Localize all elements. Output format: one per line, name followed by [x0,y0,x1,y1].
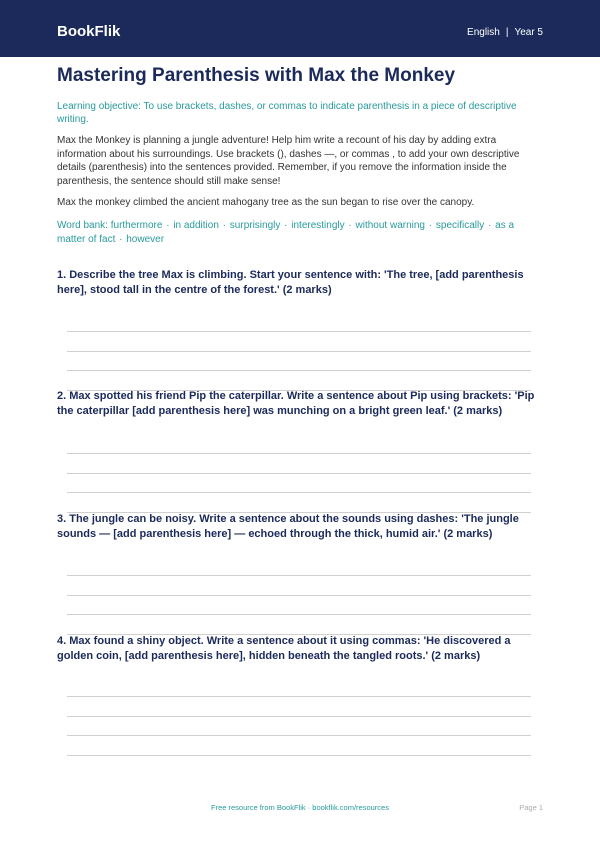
answer-line[interactable] [67,755,531,756]
word-separator: · [485,220,495,231]
word-bank-item: specifically [435,220,485,231]
question-3 [57,512,543,542]
answer-line[interactable] [67,716,531,717]
year-label: Year 5 [514,27,543,38]
word-bank-item: surprisingly [229,220,281,231]
word-separator: · [116,234,126,245]
word-bank-item: without warning [355,220,425,231]
word-bank [57,219,543,247]
page-title: Mastering Parenthesis with Max the Monkey [57,65,456,86]
example-sentence: Max the monkey climbed the ancient mahogany tree as the sun began to rise over the canopy. [57,197,475,208]
answer-line[interactable] [67,331,531,332]
subject-label: English [467,27,500,38]
footer-credit: Free resource from BookFlik · bookflik.com/resources [211,803,389,812]
learning-objective: Learning objective: To use brackets, dashes, or commas to indicate parenthesis in a piece of descriptive writing. [57,101,517,125]
word-bank-item: as a matter of fact [57,220,515,245]
subject-year [467,27,543,38]
answer-line[interactable] [67,370,531,371]
word-separator: · [163,220,173,231]
answer-line[interactable] [67,473,531,474]
word-separator: · [281,220,291,231]
answer-line[interactable] [67,492,531,493]
question-text: 1. Describe the tree Max is climbing. Start your sentence with: 'The tree, [add parenthesis here], stood tall in the centre of the forest.' (2 marks) [57,269,524,296]
page-number: Page 1 [519,803,543,812]
question-2 [57,389,543,419]
question-text: 2. Max spotted his friend Pip the caterpillar. Write a sentence about Pip using brackets: 'Pip the caterpillar [add parenthesis here] was munching on a bright green leaf.' (2 marks) [57,390,535,417]
answer-line[interactable] [67,696,531,697]
word-bank-item: interestingly [291,220,345,231]
word-separator: · [219,220,229,231]
answer-line[interactable] [67,595,531,596]
header-bar [0,0,600,57]
brand-logo: BookFlik [57,23,121,40]
word-bank-words [57,220,514,245]
worksheet-intro [57,64,543,247]
answer-line[interactable] [67,614,531,615]
answer-line[interactable] [67,735,531,736]
separator: | [505,27,509,38]
word-separator: · [426,220,435,231]
word-bank-item: in addition [173,220,219,231]
word-bank-label: Word bank: [57,220,108,231]
question-text: 3. The jungle can be noisy. Write a sentence about the sounds using dashes: 'The jungle sounds — [add parenthesis here] — echoed through the thick, humid air.' (2 marks) [57,513,519,540]
word-separator: · [345,220,355,231]
word-bank-item: however [126,234,165,245]
question-text: 4. Max found a shiny object. Write a sentence about it using commas: 'He discovered a golden coin, [add parenthesis here], hidden beneath the tangled roots.' (2 marks) [57,635,511,662]
question-1 [57,268,543,298]
question-4 [57,634,543,664]
intro-paragraph: Max the Monkey is planning a jungle adventure! Help him write a recount of his day by adding extra information about his surroundings. Use brackets (), dashes —, or commas , to add your own descriptive details (parenthesis) into the sentences provided. Remember, if you remove the information inside the parenthesis, the sentence should still make sense! [57,135,520,187]
answer-line[interactable] [67,453,531,454]
answer-line[interactable] [67,351,531,352]
word-bank-item: furthermore [110,220,163,231]
answer-line[interactable] [67,575,531,576]
